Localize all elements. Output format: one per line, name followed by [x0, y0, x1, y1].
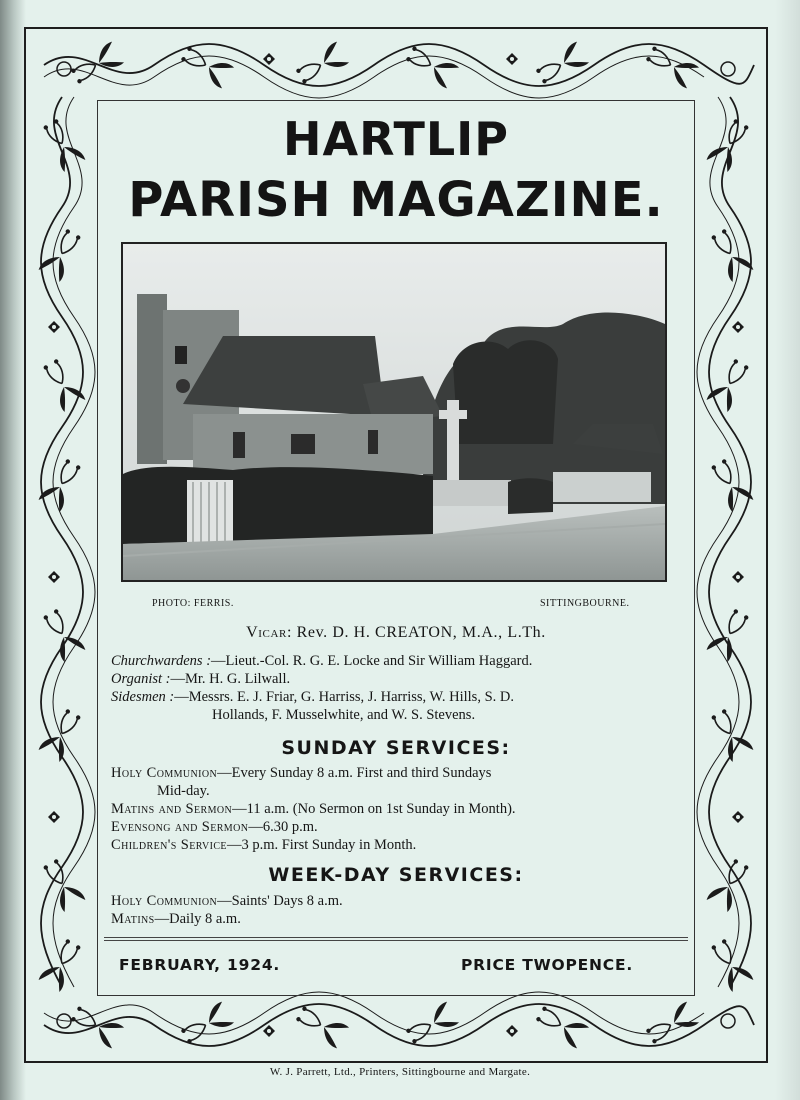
vicar-name: : Rev. D. H. CREATON, M.A., L.Th.: [286, 624, 546, 641]
weekday-services-heading: WEEK-DAY SERVICES:: [268, 864, 524, 886]
service-item: [111, 818, 691, 836]
weekday-services-list: [111, 892, 691, 928]
service-time-continued: Mid-day.: [157, 783, 210, 799]
photo-location: SITTINGBOURNE.: [540, 598, 630, 609]
issue-price: PRICE TWOPENCE.: [461, 956, 634, 974]
service-time: —11 a.m. (No Sermon on 1st Sunday in Month).: [232, 801, 516, 817]
service-item: [111, 910, 691, 928]
church-photo-illustration: [123, 244, 665, 580]
service-time: —Every Sunday 8 a.m. First and third Sundays: [217, 765, 492, 781]
service-name: Evensong and Sermon: [111, 819, 249, 835]
organist-label: Organist :: [111, 671, 171, 687]
parish-officers: [111, 652, 696, 724]
sunday-services-heading: SUNDAY SERVICES:: [281, 737, 511, 759]
service-time: —3 p.m. First Sunday in Month.: [226, 837, 417, 853]
vicar-label: Vicar: [246, 624, 287, 641]
masthead-title-line1: HARTLIP: [283, 112, 509, 166]
masthead-title-line2: PARISH MAGAZINE.: [128, 172, 664, 228]
service-name: Children's Service: [111, 837, 227, 853]
service-name: Matins and Sermon: [111, 801, 233, 817]
churchwardens-row: [111, 652, 696, 670]
service-item: [111, 764, 691, 782]
service-item: [111, 836, 691, 854]
sidesmen-label: Sidesmen :: [111, 689, 175, 705]
service-item: [111, 800, 691, 818]
service-time: —Daily 8 a.m.: [154, 911, 241, 927]
service-item: [111, 892, 691, 910]
service-name: Holy Communion: [111, 765, 218, 781]
issue-date: FEBRUARY, 1924.: [119, 956, 281, 974]
footer-divider: [104, 937, 688, 938]
organist-name: —Mr. H. G. Lilwall.: [170, 671, 291, 687]
photo-credit: PHOTO: FERRIS.: [152, 598, 234, 609]
churchwardens-names: —Lieut.-Col. R. G. E. Locke and Sir William Haggard.: [211, 653, 533, 669]
service-name: Holy Communion: [111, 893, 218, 909]
sidesmen-row: [111, 688, 696, 706]
service-name: Matins: [111, 911, 155, 927]
sunday-services-list: [111, 764, 691, 854]
printer-imprint: W. J. Parrett, Ltd., Printers, Sittingbourne and Margate.: [269, 1066, 531, 1078]
service-time: —Saints' Days 8 a.m.: [217, 893, 343, 909]
organist-row: [111, 670, 696, 688]
footer-divider: [104, 940, 688, 941]
church-photograph: [121, 242, 667, 582]
service-time: —6.30 p.m.: [248, 819, 318, 835]
sidesmen-names-line2: Hollands, F. Musselwhite, and W. S. Stevens.: [212, 707, 476, 723]
vicar-line: [97, 624, 695, 642]
churchwardens-label: Churchwardens :: [111, 653, 212, 669]
sidesmen-names-line1: —Messrs. E. J. Friar, G. Harriss, J. Harriss, W. Hills, S. D.: [174, 689, 514, 705]
